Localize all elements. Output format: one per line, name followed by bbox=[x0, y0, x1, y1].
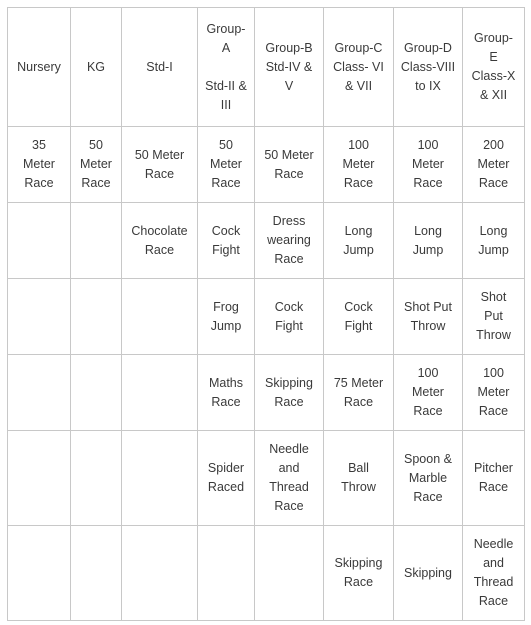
header-cell-group-d: Group-D Class-VIII to IX bbox=[394, 8, 463, 127]
table-cell: 50 Meter Race bbox=[122, 127, 198, 203]
table-cell: Ball Throw bbox=[324, 431, 394, 526]
table-cell: Long Jump bbox=[394, 203, 463, 279]
header-cell-group-e: Group- E Class-X & XII bbox=[463, 8, 525, 127]
header-cell-std-i: Std-I bbox=[122, 8, 198, 127]
table-cell bbox=[255, 526, 324, 621]
table-cell: 50 Meter Race bbox=[71, 127, 122, 203]
table-cell: Skipping Race bbox=[324, 526, 394, 621]
table-cell bbox=[71, 431, 122, 526]
table-row bbox=[8, 526, 525, 621]
table-cell: 200 Meter Race bbox=[463, 127, 525, 203]
table-cell: 100 Meter Race bbox=[463, 355, 525, 431]
events-table bbox=[7, 7, 525, 621]
table-header-row bbox=[8, 8, 525, 127]
header-cell-kg: KG bbox=[71, 8, 122, 127]
table-cell bbox=[8, 279, 71, 355]
table-cell bbox=[8, 355, 71, 431]
table-cell: Skipping Race bbox=[255, 355, 324, 431]
table-cell: Cock Fight bbox=[198, 203, 255, 279]
table-cell bbox=[8, 431, 71, 526]
table-cell bbox=[8, 526, 71, 621]
table-row bbox=[8, 431, 525, 526]
table-cell: Needle and Thread Race bbox=[255, 431, 324, 526]
header-cell-group-c: Group-C Class- VI & VII bbox=[324, 8, 394, 127]
table-cell: Pitcher Race bbox=[463, 431, 525, 526]
table-cell: Cock Fight bbox=[324, 279, 394, 355]
table-cell: Shot Put Throw bbox=[463, 279, 525, 355]
table-cell bbox=[122, 355, 198, 431]
table-cell: 100 Meter Race bbox=[324, 127, 394, 203]
table-cell: Dress wearing Race bbox=[255, 203, 324, 279]
table-cell: Long Jump bbox=[463, 203, 525, 279]
table-row bbox=[8, 127, 525, 203]
table-cell: Maths Race bbox=[198, 355, 255, 431]
table-row bbox=[8, 355, 525, 431]
table-cell bbox=[8, 203, 71, 279]
table-cell: 50 Meter Race bbox=[255, 127, 324, 203]
table-cell: Spider Raced bbox=[198, 431, 255, 526]
header-cell-nursery: Nursery bbox=[8, 8, 71, 127]
table-cell: Shot Put Throw bbox=[394, 279, 463, 355]
table-cell: 75 Meter Race bbox=[324, 355, 394, 431]
table-cell bbox=[122, 526, 198, 621]
table-cell: Spoon & Marble Race bbox=[394, 431, 463, 526]
table-cell: Cock Fight bbox=[255, 279, 324, 355]
table-cell bbox=[71, 203, 122, 279]
table-cell: Needle and Thread Race bbox=[463, 526, 525, 621]
header-cell-group-a: Group- A Std-II & III bbox=[198, 8, 255, 127]
table-cell bbox=[71, 279, 122, 355]
header-cell-group-b: Group-B Std-IV & V bbox=[255, 8, 324, 127]
events-table-container bbox=[7, 7, 525, 621]
table-cell: Chocolate Race bbox=[122, 203, 198, 279]
table-row bbox=[8, 203, 525, 279]
table-cell: 100 Meter Race bbox=[394, 355, 463, 431]
table-cell bbox=[198, 526, 255, 621]
table-cell bbox=[122, 431, 198, 526]
table-cell: Frog Jump bbox=[198, 279, 255, 355]
table-cell bbox=[71, 526, 122, 621]
table-cell bbox=[122, 279, 198, 355]
table-row bbox=[8, 279, 525, 355]
table-cell: Long Jump bbox=[324, 203, 394, 279]
table-cell: 50 Meter Race bbox=[198, 127, 255, 203]
table-cell: 100 Meter Race bbox=[394, 127, 463, 203]
table-cell: Skipping bbox=[394, 526, 463, 621]
table-cell: 35 Meter Race bbox=[8, 127, 71, 203]
table-cell bbox=[71, 355, 122, 431]
